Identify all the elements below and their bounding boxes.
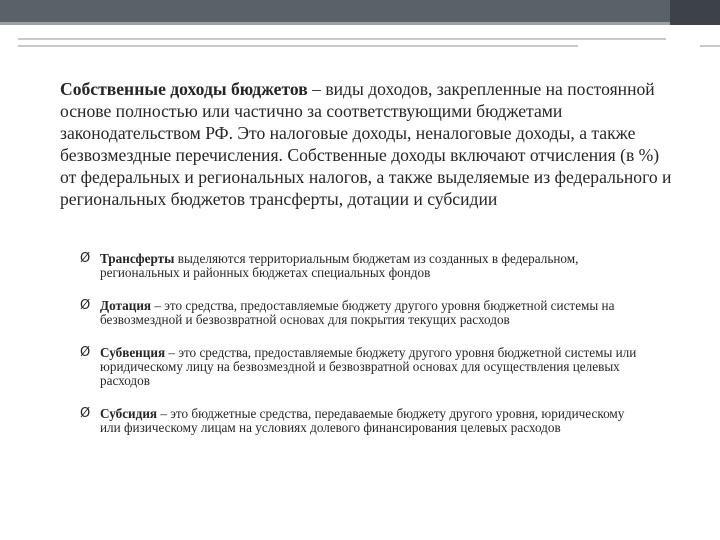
arrow-bullet-icon: Ø <box>80 298 91 313</box>
divider-line-right <box>700 45 720 47</box>
bullet-text: выделяются территориальным бюджетам из созданных в федеральном, региональных и районных бюджетах специальных фондов <box>100 251 579 280</box>
arrow-bullet-icon: Ø <box>80 345 91 360</box>
definition-term: Собственные доходы бюджетов <box>60 79 308 99</box>
bullet-term: Дотация <box>100 298 152 313</box>
arrow-bullet-icon: Ø <box>80 406 91 421</box>
header-band <box>0 0 720 22</box>
bullet-text: – это средства, предоставляемые бюджету другого уровня бюджетной системы или юридическому лицу на безвозмездной и безвозвратной основах для осуществления целевых расходов <box>100 345 637 388</box>
header-accent-block <box>670 0 720 25</box>
bullet-item-subsidy <box>80 407 640 435</box>
definition-paragraph <box>60 78 675 210</box>
bullet-term: Трансферты <box>100 251 175 266</box>
divider-line-top <box>18 38 666 40</box>
bullet-term: Субвенция <box>100 345 166 360</box>
divider-line-bottom <box>18 45 578 47</box>
bullet-list <box>80 252 640 435</box>
arrow-bullet-icon: Ø <box>80 251 91 266</box>
definition-text: – виды доходов, закрепленные на постоянной основе полностью или частично за соответствующими бюджетами законодательством РФ. Это налоговые доходы, неналоговые доходы, а также безвозмездные перечисления. Собственные доходы включают отчисления (в %) от федеральных и региональных налогов, а также выделяемые из федерального и региональных бюджетов трансферты, дотации и субсидии <box>60 79 672 209</box>
bullet-text: – это средства, предоставляемые бюджету другого уровня бюджетной системы на безвозмездной и безвозвратной основах для покрытия текущих расходов <box>100 298 615 327</box>
bullet-text: – это бюджетные средства, передаваемые бюджету другого уровня, юридическому или физическому лицам на условиях долевого финансирования целевых расходов <box>100 406 625 435</box>
bullet-item-subsidy-grant <box>80 299 640 327</box>
bullet-term: Субсидия <box>100 406 158 421</box>
bullet-item-subvention <box>80 346 640 388</box>
header-band-edge <box>0 22 720 25</box>
bullet-item-transfers <box>80 252 640 280</box>
